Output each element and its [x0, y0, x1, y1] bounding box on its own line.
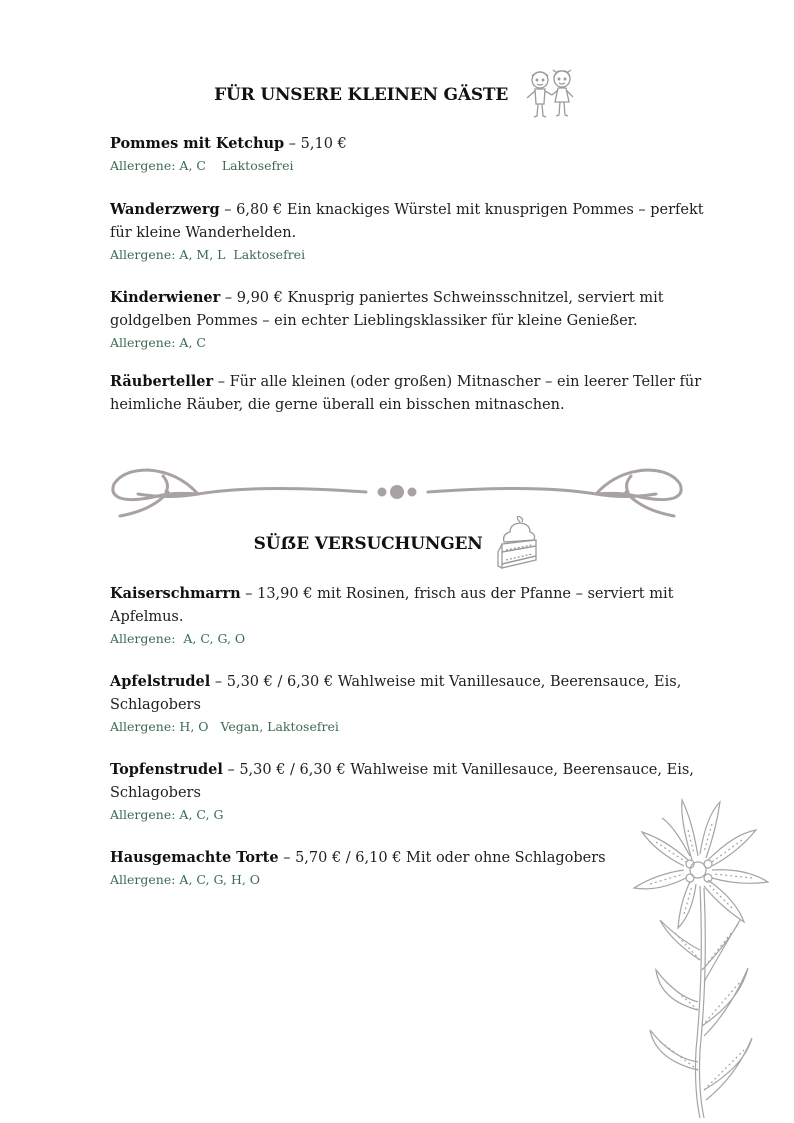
dish-name: Kinderwiener — [110, 289, 221, 306]
allergen-info: Allergene: A, C — [110, 335, 206, 350]
dish-name: Topfenstrudel — [110, 761, 223, 778]
allergen-info: Allergene: A, C, G, O — [110, 631, 246, 646]
dish-description: – 5,70 € / 6,10 € Mit oder ohne Schlagobers — [278, 850, 606, 866]
menu-item-text — [110, 370, 710, 417]
dish-name: Pommes mit Ketchup — [110, 135, 285, 152]
allergen-info: Allergene: A, C, G, H, O — [110, 872, 261, 887]
allergen-info: Allergene: A, M, L Laktosefrei — [110, 247, 306, 262]
dish-description: – 5,10 € — [284, 136, 347, 152]
dish-name: Räuberteller — [110, 373, 214, 390]
dish-description: – 6,80 € Ein knackiges Würstel mit knusprigen Pommes – perfekt für kleine Wanderhelden. — [110, 202, 704, 241]
allergen-info: Allergene: A, C, G — [110, 807, 224, 822]
ornamental-divider — [108, 462, 686, 524]
section-title-sweets-text: SÜẞE VERSUCHUNGEN — [253, 534, 483, 554]
allergen-info: Allergene: A, C Laktosefrei — [110, 158, 294, 173]
dish-name: Hausgemachte Torte — [110, 849, 279, 866]
menu-item-text — [110, 670, 710, 717]
menu-item-text — [110, 132, 710, 156]
dish-name: Wanderzwerg — [110, 201, 220, 218]
dish-description: – 13,90 € mit Rosinen, frisch aus der Pfanne – serviert mit Apfelmus. — [110, 586, 674, 625]
allergen-info: Allergene: H, O Vegan, Laktosefrei — [110, 719, 339, 734]
menu-item-wanderzwerg — [110, 198, 710, 264]
menu-item-kinderwiener — [110, 286, 710, 352]
edelweiss-flower-icon — [620, 790, 780, 1120]
menu-item-raeuberteller — [110, 370, 710, 417]
dish-description: – Für alle kleinen (oder großen) Mitnascher – ein leerer Teller für heimliche Räuber, die gerne überall ein bisschen mitnaschen. — [110, 374, 702, 413]
dish-description: – 5,30 € / 6,30 € Wahlweise mit Vanillesauce, Beerensauce, Eis, Schlagobers — [110, 762, 694, 801]
children-icon — [522, 68, 580, 122]
dish-description: – 9,90 € Knusprig paniertes Schweinsschnitzel, serviert mit goldgelben Pommes – ein echter Lieblingsklassiker für kleine Genießer. — [110, 290, 664, 329]
section-title-sweets — [0, 516, 794, 572]
menu-item-pommes — [110, 132, 710, 175]
menu-item-apfelstrudel — [110, 670, 710, 736]
dish-description: – 5,30 € / 6,30 € Wahlweise mit Vanillesauce, Beerensauce, Eis, Schlagobers — [110, 674, 682, 713]
section-title-kids-text: FÜR UNSERE KLEINEN GÄSTE — [214, 85, 509, 105]
menu-item-text — [110, 286, 710, 333]
menu-item-text — [110, 582, 710, 629]
cake-slice-icon — [496, 516, 540, 572]
menu-item-kaiserschmarrn — [110, 582, 710, 648]
menu-item-text — [110, 198, 710, 245]
dish-name: Apfelstrudel — [110, 673, 211, 690]
section-title-kids — [0, 68, 794, 122]
dish-name: Kaiserschmarrn — [110, 585, 241, 602]
